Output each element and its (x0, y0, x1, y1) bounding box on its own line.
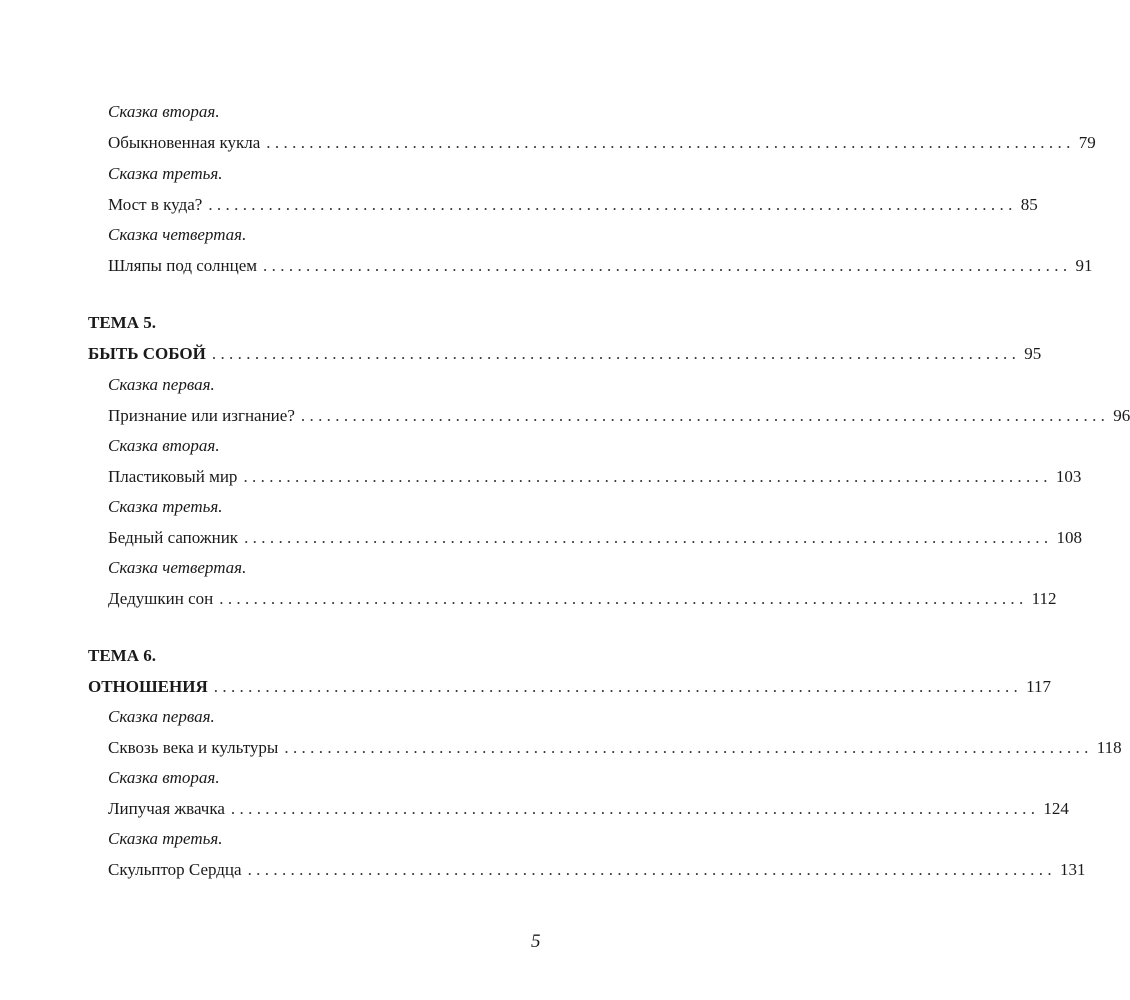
toc-line (108, 195, 1038, 215)
page-ref: 112 (1031, 589, 1057, 608)
toc-line (108, 528, 1082, 548)
toc-line (108, 406, 1130, 426)
tale-title: Признание или изгнание? (108, 406, 295, 425)
tale-number: Сказка четвертая. (108, 225, 247, 244)
toc-line (108, 738, 1122, 758)
tale-number: Сказка первая. (108, 375, 215, 394)
tale-title: Дедушкин сон (108, 589, 214, 608)
tale-title: Липучая жвачка (108, 799, 225, 818)
page-ref: 103 (1055, 467, 1082, 486)
toc-line (108, 589, 1057, 609)
tale-title: Сквозь века и культуры (108, 738, 279, 757)
dot-leader: .............................................................................................. (219, 589, 1028, 608)
page-number: 5 (531, 931, 541, 952)
dot-leader: .............................................................................................. (244, 528, 1053, 547)
page-ref: 85 (1020, 195, 1038, 214)
tale-title: Скульптор Сердца (108, 860, 242, 879)
toc-line (88, 677, 1052, 697)
page-ref: 79 (1078, 133, 1096, 152)
tale-number: Сказка четвертая. (108, 558, 247, 577)
dot-leader: .............................................................................................. (300, 406, 1110, 425)
tale-title: Пластиковый мир (108, 467, 238, 486)
tale-title: Обыкновенная кукла (108, 133, 261, 152)
page-ref: 108 (1056, 528, 1082, 547)
tale-number: Сказка вторая. (108, 102, 220, 121)
dot-leader: .............................................................................................. (247, 860, 1056, 879)
dot-leader: .............................................................................................. (266, 133, 1075, 152)
dot-leader: .............................................................................................. (211, 344, 1021, 363)
theme-number: ТЕМА 5. (88, 313, 156, 332)
theme-title: БЫТЬ СОБОЙ (88, 344, 206, 363)
page-ref: 96 (1113, 406, 1130, 425)
dot-leader: .............................................................................................. (243, 467, 1052, 486)
page-ref: 118 (1096, 738, 1122, 757)
toc-line (88, 344, 1042, 364)
toc-line (108, 799, 1069, 819)
dot-leader: .............................................................................................. (284, 738, 1093, 757)
toc-line (108, 467, 1082, 487)
tale-title: Шляпы под солнцем (108, 256, 258, 275)
dot-leader: .............................................................................................. (263, 256, 1072, 275)
theme-title: ОТНОШЕНИЯ (88, 677, 208, 696)
toc-line (108, 133, 1096, 153)
toc-line (108, 256, 1093, 276)
page-ref: 91 (1075, 256, 1093, 275)
dot-leader: .............................................................................................. (208, 195, 1017, 214)
tale-number: Сказка третья. (108, 829, 223, 848)
tale-number: Сказка третья. (108, 497, 223, 516)
page-ref: 124 (1043, 799, 1069, 818)
page-ref: 131 (1059, 860, 1086, 879)
dot-leader: .............................................................................................. (213, 677, 1023, 696)
theme-number: ТЕМА 6. (88, 646, 156, 665)
tale-number: Сказка третья. (108, 164, 223, 183)
tale-title: Бедный сапожник (108, 528, 239, 547)
tale-number: Сказка вторая. (108, 436, 220, 455)
tale-number: Сказка первая. (108, 707, 215, 726)
page-ref: 117 (1026, 677, 1052, 696)
tale-title: Мост в куда? (108, 195, 203, 214)
tale-number: Сказка вторая. (108, 768, 220, 787)
toc-line (108, 860, 1086, 880)
page-ref: 95 (1024, 344, 1042, 363)
dot-leader: .............................................................................................. (230, 799, 1040, 818)
